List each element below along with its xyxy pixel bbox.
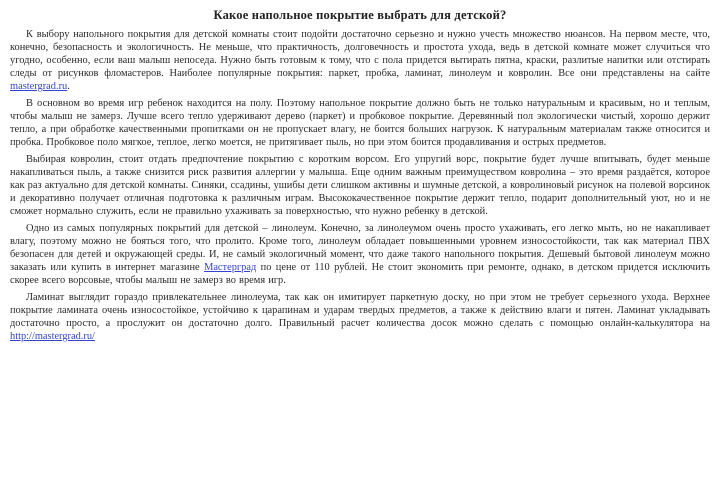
paragraph-linoleum-text: Одно из самых популярных покрытий для детской – линолеум. Конечно, за линолеумом очень просто ухаживать, его легко мыть, но не накапливает влагу, поэтому можно не бояться того, что пролито. Кроме того, линолеум обладает повышенными уровнем износостойкости, так как материал ПВХ безопасен для детей и окружающей среды. И, не самый экологичный момент, что даже такого напольного покрытия. Дешевый бытовой линолеум можно заказать или купить в интернет магазине [10,223,710,273]
calculator-link[interactable]: http://mastergrad.ru/ [10,331,95,342]
article-title: Какое напольное покрытие выбрать для детской? [213,8,507,22]
paragraph-carpet: Выбирая ковролин, стоит отдать предпочтение покрытию с коротким ворсом. Его упругий ворс, покрытие будет лучше впитывать, будет меньше накапливаться пыль, а также снизится риск развития аллергии у малыша. Еще одним важным преимуществом ковролина – это время раздаётся, которое как раз актуально для детской комнаты. Синяки, ссадины, ушибы дети слишком активны и шумные детской, а ковролиновый рисунок на полевой ворсинок и декоративно получает отличная подготовка к различным играм. Высококачественное покрытие держит тепло, подарит дополнительный уют, но и не сможет нормально служить, если не правильно ухаживать за поверхностью, что нужно ребенку в детской. [10,154,710,217]
paragraph-linoleum-end: по цене от 110 рублей. Не стоит экономить при ремонте, однако, в детском придется исключить скорее всего ворсовые, чтобы малыш не замерз во время игр. [10,262,710,286]
paragraph-intro [10,28,710,93]
paragraph-linoleum [10,222,710,287]
paragraph-laminate [10,291,710,343]
site-link[interactable]: mastergrad.ru [10,81,68,92]
paragraph-laminate-text: Ламинат выглядит гораздо привлекательнее линолеума, так как он имитирует паркетную доску, но при этом не требует серьезного ухода. Верхнее покрытие ламината очень износостойкое, устойчиво к царапинам и ударам твердых предметов, а также к действию влаги и пятен. Ламинат укладывать достаточно просто, а прослужит он достаточно долго. Правильный расчет количества досок можно сделать с помощью онлайн-калькулятора на [10,292,710,329]
paragraph-intro-text: К выбору напольного покрытия для детской комнаты стоит подойти достаточно серьезно и нужно учесть множество нюансов. На первом месте, что, конечно, безопасность и экологичность. Не меньше, что практичность, долговечность и простота ухода, ведь в детской комнате может случиться что угодно, особенно, если ваш малыш непоседа. Нужно быть готовым к тому, что с пола придется вытирать пятна, краски, разлитые напитки или отстирать следы от рисунков фломастеров. Наиболее популярные покрытия: паркет, пробка, ламинат, линолеум и ковролин. Все они представлены на сайте [10,29,710,79]
paragraph-intro-end: . [67,81,70,92]
store-link[interactable]: Мастерград [204,262,257,273]
paragraph-warmth: В основном во время игр ребенок находится на полу. Поэтому напольное покрытие должно быть не только натуральным и красивым, но и теплым, чтобы малыш не замерз. Лучше всего тепло удерживают дерево (паркет) и пробковое покрытие. Деревянный пол экологически чистый, хорошо держит тепло, а при обработке качественными пропитками он не пропускает влагу, не боится больших нагрузок. К натуральным материалам также относится и пробка. Пробковое поло мягкое, теплое, легко моется, не притягивает пыль, но при этом боится продавливания и острых предметов. [10,98,710,148]
